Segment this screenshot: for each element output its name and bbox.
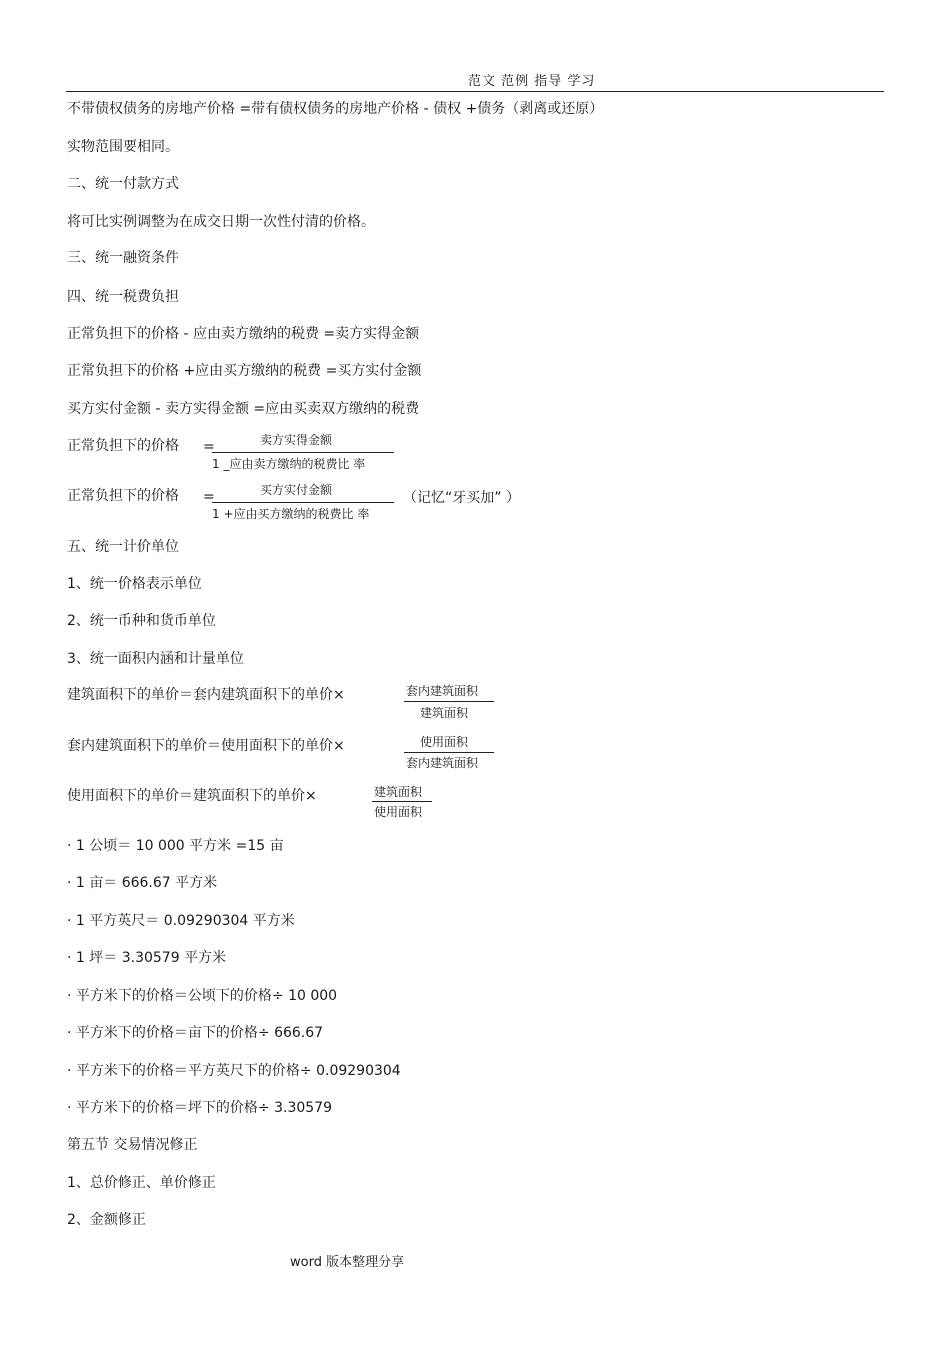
text-line: 正常负担下的价格 +应由买方缴纳的税费 =买方实付金额 <box>67 363 422 379</box>
section-heading: 第五节 交易情况修正 <box>67 1137 198 1153</box>
fraction-numerator: 套内建筑面积 <box>406 684 479 698</box>
fraction-bar <box>404 752 494 753</box>
fraction-denominator: 1 _应由卖方缴纳的税费比 率 <box>212 457 366 471</box>
header-rule <box>66 91 884 92</box>
text-line: 买方实付金额 - 卖方实得金额 =应由买卖双方缴纳的税费 <box>67 401 420 417</box>
area-formula-label: 套内建筑面积下的单价＝使用面积下的单价× <box>67 738 345 754</box>
text-line: 1、总价修正、单价修正 <box>67 1175 216 1191</box>
formula-label: 正常负担下的价格 <box>67 488 179 504</box>
area-formula-label: 使用面积下的单价＝建筑面积下的单价× <box>67 788 317 804</box>
text-line: 2、统一币种和货币单位 <box>67 613 216 629</box>
bullet-item: · 平方米下的价格＝公顷下的价格÷ 10 000 <box>67 988 338 1004</box>
bullet-item: · 1 坪＝ 3.30579 平方米 <box>67 950 227 966</box>
equals-sign: = <box>203 439 215 455</box>
text-line: 1、统一价格表示单位 <box>67 576 202 592</box>
text-line: 将可比实例调整为在成交日期一次性付清的价格。 <box>67 214 375 230</box>
area-fraction <box>404 733 496 773</box>
text-line: 正常负担下的价格 - 应由卖方缴纳的税费 =卖方实得金额 <box>67 326 420 342</box>
fraction-denominator: 1 +应由买方缴纳的税费比 率 <box>212 507 370 521</box>
area-formula-label: 建筑面积下的单价＝套内建筑面积下的单价× <box>67 687 345 703</box>
fraction-denominator: 使用面积 <box>374 805 423 819</box>
fraction-denominator: 套内建筑面积 <box>406 756 479 770</box>
fraction-numerator: 建筑面积 <box>374 785 423 799</box>
fraction-denominator: 建筑面积 <box>420 706 469 720</box>
text-line: 不带债权债务的房地产价格 =带有债权债务的房地产价格 - 债权 +债务（剥离或还原） <box>67 101 604 117</box>
text-line: 三、统一融资条件 <box>67 250 179 266</box>
memo-note: （记忆“牙买加” ） <box>403 490 520 506</box>
equals-sign: = <box>203 489 215 505</box>
text-line: 实物范围要相同。 <box>67 139 179 155</box>
fraction-numerator: 使用面积 <box>420 735 469 749</box>
fraction <box>212 481 396 521</box>
bullet-item: · 平方米下的价格＝亩下的价格÷ 666.67 <box>67 1025 324 1041</box>
fraction-bar <box>372 801 432 802</box>
fraction <box>212 431 396 471</box>
bullet-item: · 1 公顷＝ 10 000 平方米 =15 亩 <box>67 838 284 854</box>
fraction-bar <box>404 701 494 702</box>
fraction-numerator: 买方实付金额 <box>260 483 333 497</box>
text-line: 二、统一付款方式 <box>67 176 179 192</box>
formula-label: 正常负担下的价格 <box>67 438 179 454</box>
fraction-bar <box>212 452 394 453</box>
text-line: 五、统一计价单位 <box>67 539 179 555</box>
page-footer: word 版本整理分享 <box>290 1255 405 1270</box>
text-line: 四、统一税费负担 <box>67 289 179 305</box>
bullet-item: · 1 平方英尺＝ 0.09290304 平方米 <box>67 913 295 929</box>
bullet-item: · 平方米下的价格＝坪下的价格÷ 3.30579 <box>67 1100 332 1116</box>
fraction-numerator: 卖方实得金额 <box>260 433 333 447</box>
bullet-item: · 1 亩＝ 666.67 平方米 <box>67 875 218 891</box>
page-header: 范文 范例 指导 学习 <box>468 74 596 89</box>
text-line: 3、统一面积内涵和计量单位 <box>67 651 244 667</box>
text-line: 2、金额修正 <box>67 1212 146 1228</box>
bullet-item: · 平方米下的价格＝平方英尺下的价格÷ 0.09290304 <box>67 1063 401 1079</box>
area-fraction <box>404 682 496 722</box>
fraction-bar <box>212 502 394 503</box>
area-fraction <box>372 783 436 823</box>
